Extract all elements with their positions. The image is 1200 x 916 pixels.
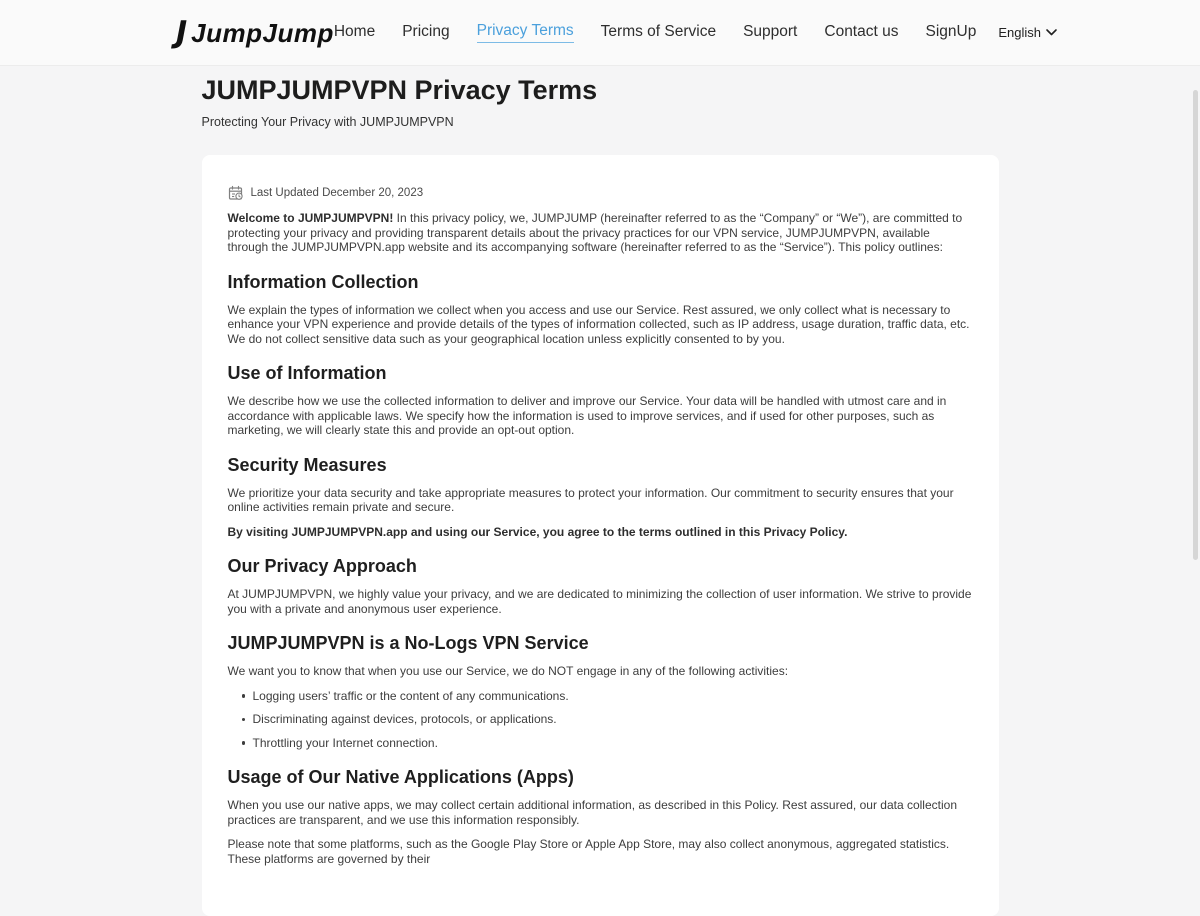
language-selector[interactable] <box>998 25 1057 40</box>
calendar-clock-icon <box>228 185 244 201</box>
logo-text: JumpJump <box>191 17 334 48</box>
paragraph: Please note that some platforms, such as the Google Play Store or Apple App Store, may also collect anonymous, aggregated statistics. These platforms are governed by their <box>227 837 950 866</box>
paragraph: At JUMPJUMPVPN, we highly value your privacy, and we are dedicated to minimizing the collection of user information. We strive to provide you with a private and anonymous user experience. <box>227 587 972 616</box>
nav-link-terms-of-service[interactable]: Terms of Service <box>600 22 717 40</box>
last-updated-text: Last Updated December 20, 2023 <box>250 187 424 199</box>
top-bar-inner <box>176 0 1041 65</box>
page-head <box>202 73 999 130</box>
language-label: English <box>998 25 1041 40</box>
bullet-list <box>242 689 973 751</box>
list-item: Discriminating against devices, protocols, or applications. <box>242 712 973 727</box>
page-title: JUMPJUMPVPN Privacy Terms <box>201 75 598 105</box>
article-body <box>228 211 973 866</box>
last-updated-row <box>228 185 973 201</box>
section-heading: Our Privacy Approach <box>227 556 417 576</box>
main-nav <box>334 22 976 43</box>
paragraph: We want you to know that when you use our Service, we do NOT engage in any of the following activities: <box>227 664 789 678</box>
page-subtitle: Protecting Your Privacy with JUMPJUMPVPN <box>201 115 454 129</box>
section-heading: Information Collection <box>227 271 419 292</box>
section-heading: Security Measures <box>227 454 387 475</box>
paragraph: We explain the types of information we collect when you access and use our Service. Rest assured, we only collect what is necessary to enhance your VPN experience and provide details of the types of information collected, such as IP address, usage duration, traffic data, etc. We do not collect sensitive data such as your geographical location unless explicitly consented to by you. <box>227 302 970 346</box>
paragraph: When you use our native apps, we may collect certain additional information, as described in this Policy. Rest assured, our data collection practices are transparent, and we use this information responsibly. <box>227 798 957 827</box>
list-item: Throttling your Internet connection. <box>242 736 973 751</box>
article-card <box>202 155 999 916</box>
intro-rest: In this privacy policy, we, JUMPJUMP (hereinafter referred to as the “Company” or “We”), are committed to protecting your privacy and providing transparent details about the privacy practices for our VPN service, JUMPJUMPVPN, available through the JUMPJUMPVPN.app website and its accompanying software (hereinafter referred to as the “Service”). This policy outlines: <box>227 211 963 254</box>
nav-link-privacy-terms[interactable]: Privacy Terms <box>477 22 574 43</box>
paragraph: We describe how we use the collected information to deliver and improve our Service. Your data will be handled with utmost care and in accordance with applicable laws. We specify how the information is used to improve services, and if used for other purposes, such as marketing, we will clearly state this and provide an opt-out option. <box>227 394 947 437</box>
section-heading: Use of Information <box>227 363 387 383</box>
nav-link-pricing[interactable]: Pricing <box>402 22 450 40</box>
section-heading: JUMPJUMPVPN is a No-Logs VPN Service <box>227 633 589 653</box>
nav-link-home[interactable]: Home <box>333 22 376 40</box>
nav-link-signup[interactable]: SignUp <box>925 22 977 40</box>
scrollbar-thumb[interactable] <box>1193 90 1198 560</box>
paragraph: We prioritize your data security and take appropriate measures to protect your information. Our commitment to security ensures that your online activities remain private and secure. <box>227 485 954 514</box>
intro-paragraph <box>228 211 973 255</box>
nav-link-contact-us[interactable]: Contact us <box>824 22 899 40</box>
logo-j-icon: J <box>176 14 188 50</box>
top-bar <box>0 0 1200 66</box>
list-item: Logging users’ traffic or the content of any communications. <box>242 689 973 704</box>
article-sections <box>228 271 973 867</box>
bold-paragraph: By visiting JUMPJUMPVPN.app and using our Service, you agree to the terms outlined in this Privacy Policy. <box>227 524 848 539</box>
logo[interactable] <box>176 14 334 50</box>
section-heading: Usage of Our Native Applications (Apps) <box>227 767 574 787</box>
chevron-down-icon <box>1046 29 1057 36</box>
intro-bold: Welcome to JUMPJUMPVPN! <box>227 211 394 225</box>
nav-link-support[interactable]: Support <box>743 22 798 40</box>
